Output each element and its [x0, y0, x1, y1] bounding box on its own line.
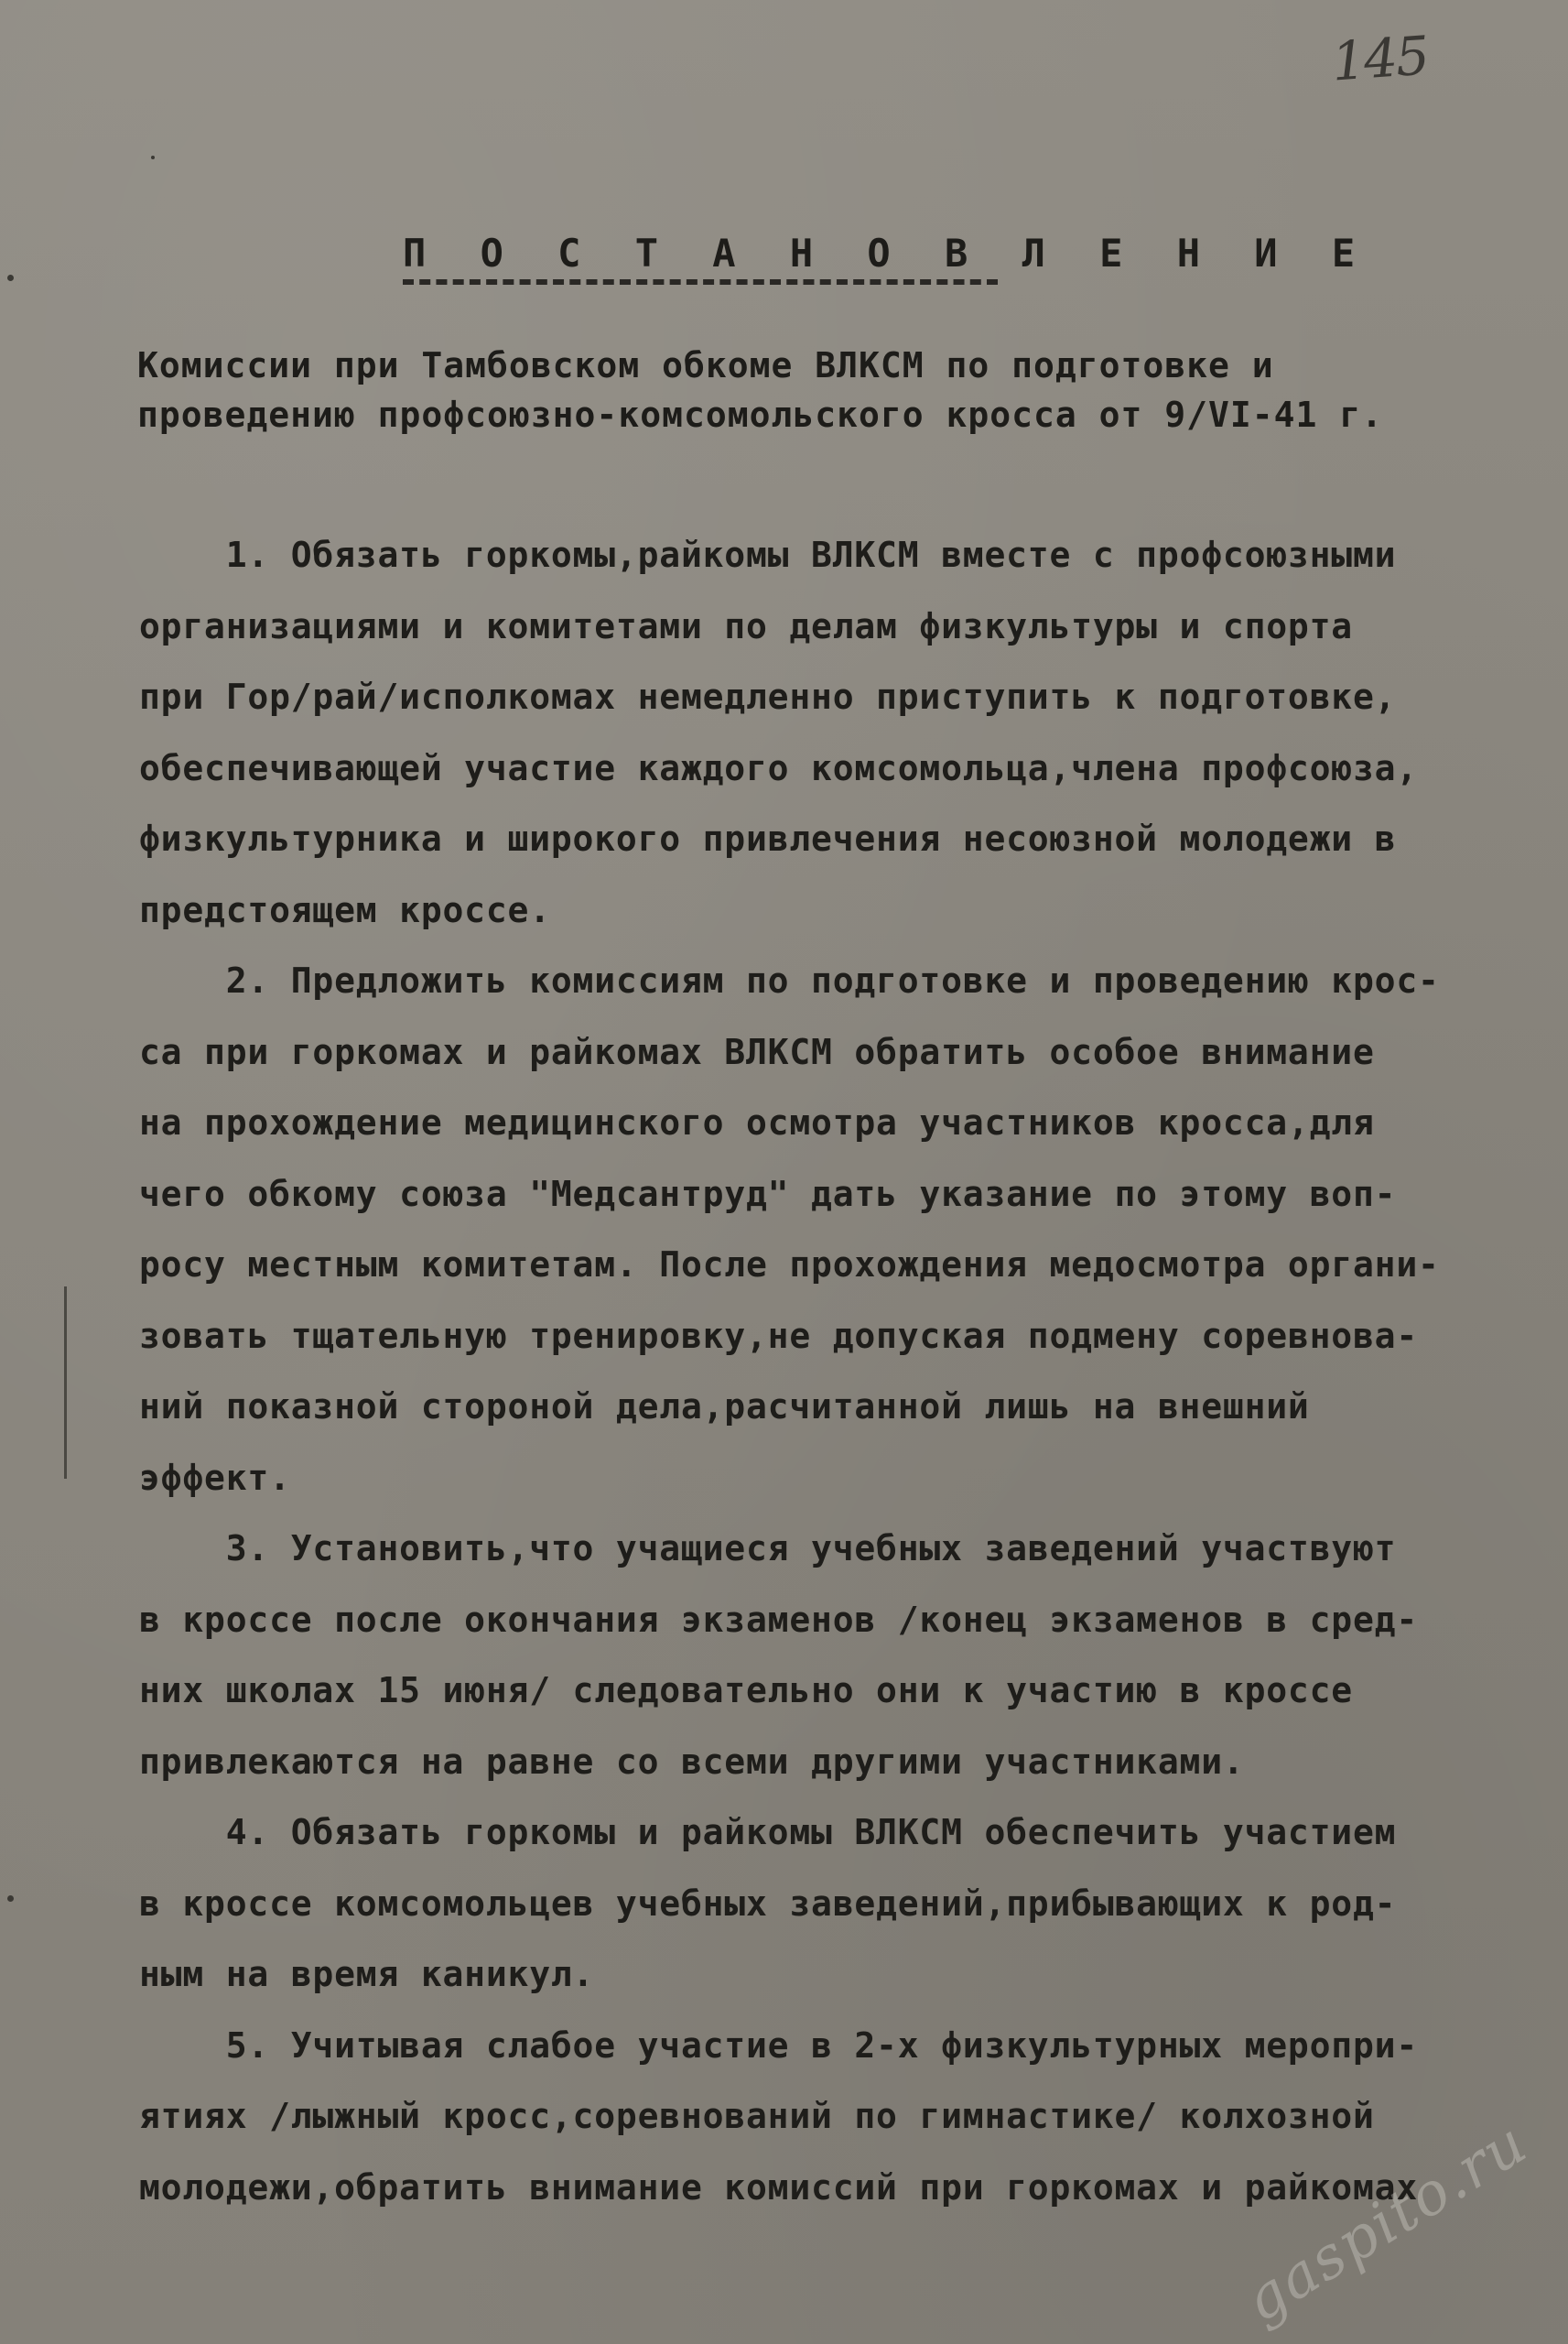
- margin-pencil-mark: [64, 1286, 67, 1479]
- body-line: 5. Учитывая слабое участие в 2-х физкультурных меропри-: [139, 2024, 1418, 2066]
- body-line: эффект.: [139, 1457, 291, 1498]
- document-body: [139, 520, 1530, 2223]
- body-line: привлекаются на равне со всеми другими участниками.: [139, 1741, 1245, 1782]
- body-line: 4. Обязать горкомы и райкомы ВЛКСМ обеспечить участием: [139, 1812, 1397, 1852]
- body-line: ным на время каникул.: [139, 1954, 595, 1994]
- body-line: в кроссе после окончания экзаменов /конец экзаменов в сред-: [139, 1599, 1418, 1640]
- body-line: 1. Обязать горкомы,райкомы ВЛКСМ вместе с профсоюзными: [139, 535, 1397, 575]
- body-line: ний показной стороной дела,расчитанной лишь на внешний: [139, 1386, 1310, 1427]
- document-subtitle: [137, 341, 1510, 440]
- body-line: 3. Установить,что учащиеся учебных заведений участвуют: [139, 1528, 1397, 1568]
- body-line: 2. Предложить комиссиям по подготовке и проведению крос-: [139, 960, 1440, 1001]
- archive-page-number: 145: [1329, 24, 1430, 93]
- body-line: них школах 15 июня/ следовательно они к участию в кроссе: [139, 1670, 1353, 1710]
- punch-hole-mark: [7, 1895, 14, 1902]
- body-line: росу местным комитетам. После прохождения медосмотра органи-: [139, 1244, 1440, 1285]
- archive-watermark: gaspito.ru: [1232, 2109, 1540, 2336]
- body-line: обеспечивающей участие каждого комсомольца,члена профсоюза,: [139, 747, 1418, 788]
- body-line: при Гор/рай/исполкомах немедленно приступить к подготовке,: [139, 677, 1397, 717]
- subtitle-line: проведению профсоюзно-комсомольского кросса от 9/VI-41 г.: [137, 395, 1384, 435]
- body-line: на прохождение медицинского осмотра участников кросса,для: [139, 1102, 1375, 1143]
- body-line: зовать тщательную тренировку,не допуская подмену соревнова-: [139, 1315, 1418, 1356]
- ink-speck: [151, 156, 155, 159]
- body-line: молодежи,обратить внимание комиссий при горкомах и райкомах: [139, 2166, 1418, 2208]
- body-line: са при горкомах и райкомах ВЛКСМ обратить особое внимание: [139, 1031, 1375, 1072]
- body-line: в кроссе комсомольцев учебных заведений,прибывающих к род-: [139, 1883, 1397, 1924]
- punch-hole-mark: [7, 275, 14, 281]
- body-line: чего обкому союза "Медсантруд" дать указание по этому воп-: [139, 1173, 1397, 1214]
- document-title: П О С Т А Н О В Л Е Н И Е: [403, 231, 1371, 276]
- body-line: ятиях /лыжный кросс,соревнований по гимнастике/ колхозной: [139, 2096, 1375, 2136]
- subtitle-line: Комиссии при Тамбовском обкоме ВЛКСМ по подготовке и: [137, 345, 1274, 385]
- body-line: организациями и комитетами по делам физкультуры и спорта: [139, 605, 1353, 646]
- body-line: физкультурника и широкого привлечения несоюзной молодежи в: [139, 819, 1397, 859]
- title-underline: [403, 279, 998, 285]
- body-line: предстоящем кроссе.: [139, 889, 551, 930]
